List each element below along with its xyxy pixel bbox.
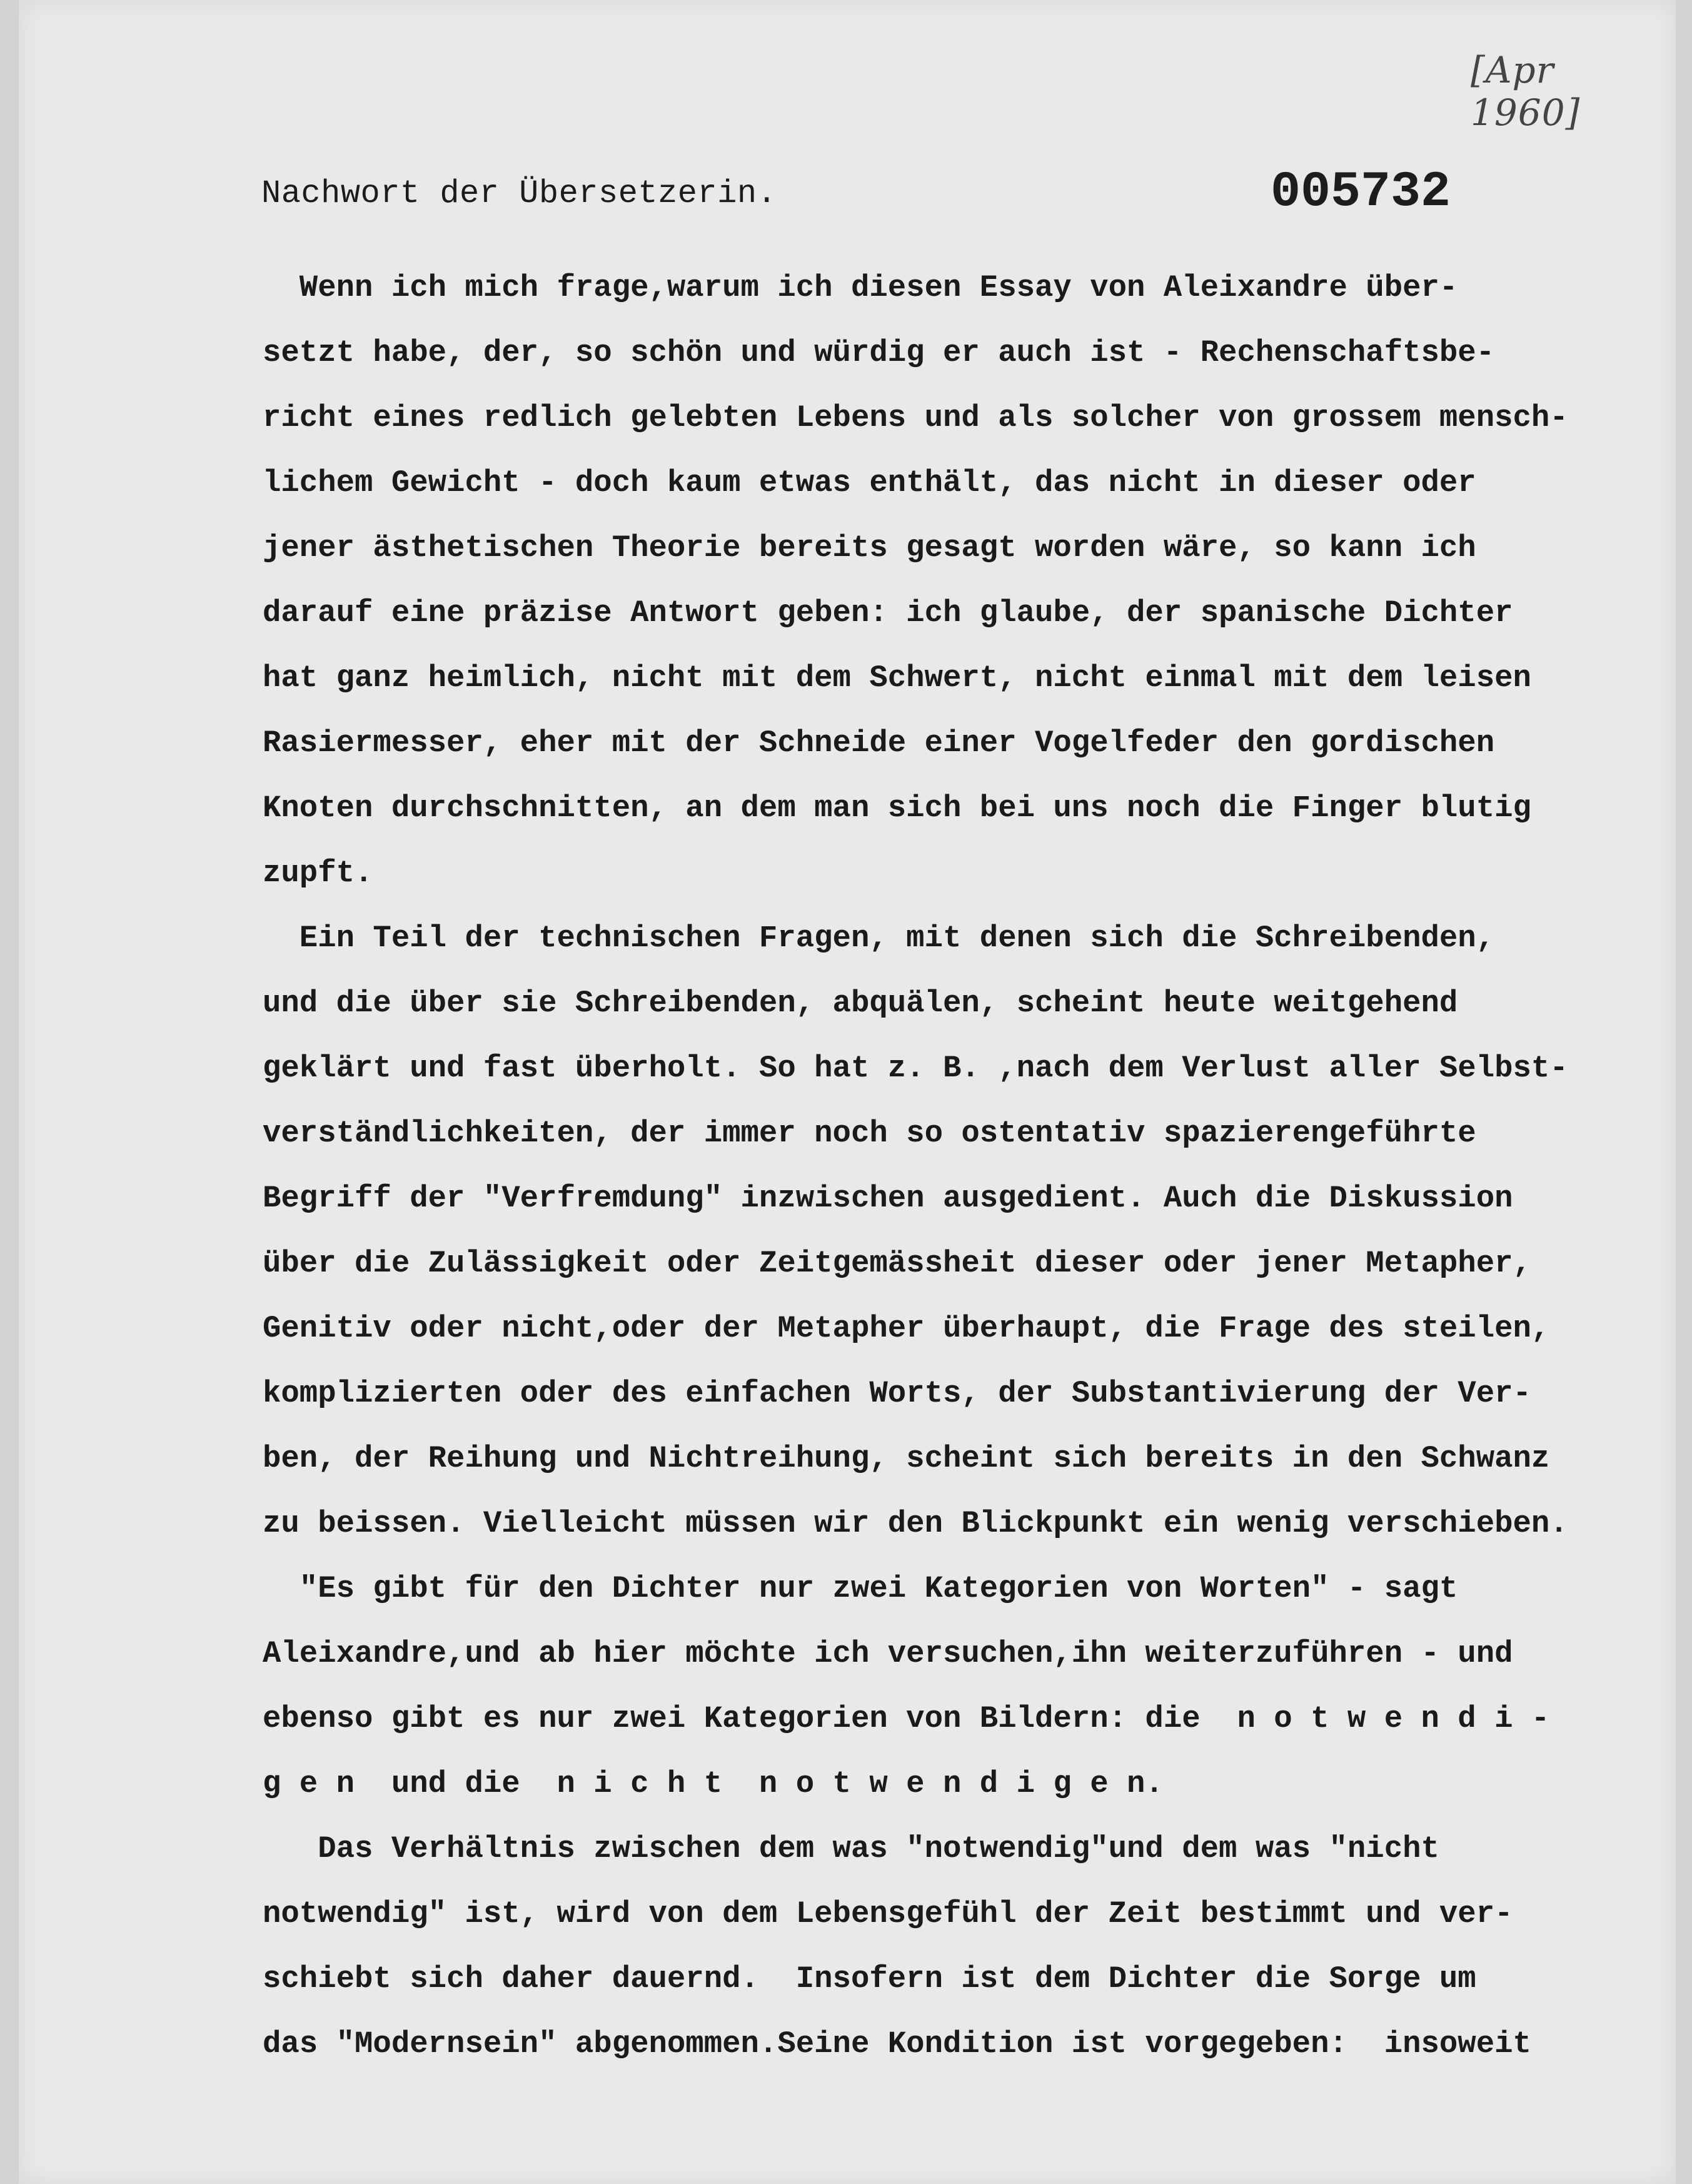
text-line: darauf eine präzise Antwort geben: ich glaube, der spanische Dichter — [263, 595, 1513, 630]
text-line: das "Modernsein" abgenommen.Seine Kondition ist vorgegeben: insoweit — [263, 2026, 1531, 2061]
text-line: jener ästhetischen Theorie bereits gesagt worden wäre, so kann ich — [263, 530, 1476, 565]
text-line: Ein Teil der technischen Fragen, mit denen sich die Schreibenden, — [263, 921, 1495, 956]
text-line: ben, der Reihung und Nichtreihung, scheint sich bereits in den Schwanz — [263, 1441, 1550, 1476]
text-line: schiebt sich daher dauernd. Insofern ist dem Dichter die Sorge um — [263, 1961, 1476, 1996]
text-line: Wenn ich mich frage,warum ich diesen Essay von Aleixandre über- — [263, 270, 1458, 305]
text-line: und die über sie Schreibenden, abquälen, scheint heute weitgehend — [263, 986, 1458, 1021]
handwritten-date-note: [Apr 1960] — [1471, 49, 1581, 134]
body-text — [263, 255, 1676, 2076]
text-line: g e n und die n i c h t n o t w e n d i g e n. — [263, 1766, 1164, 1801]
text-line: Aleixandre,und ab hier möchte ich versuchen,ihn weiterzuführen - und — [263, 1636, 1513, 1671]
text-line: Knoten durchschnitten, an dem man sich bei uns noch die Finger blutig — [263, 791, 1531, 826]
text-line: geklärt und fast überholt. So hat z. B. ,nach dem Verlust aller Selbst- — [263, 1051, 1568, 1086]
text-line: notwendig" ist, wird von dem Lebensgefühl der Zeit bestimmt und ver- — [263, 1896, 1513, 1931]
text-line: zupft. — [263, 856, 373, 891]
text-line: Das Verhältnis zwischen dem was "notwendig"und dem was "nicht — [263, 1831, 1439, 1866]
text-line: über die Zulässigkeit oder Zeitgemässheit dieser oder jener Metapher, — [263, 1246, 1531, 1281]
text-line: lichem Gewicht - doch kaum etwas enthält, das nicht in dieser oder — [263, 465, 1476, 500]
text-line: ebenso gibt es nur zwei Kategorien von Bildern: die n o t w e n d i - — [263, 1701, 1550, 1736]
text-line: komplizierten oder des einfachen Worts, der Substantivierung der Ver- — [263, 1376, 1531, 1411]
text-line: Begriff der "Verfremdung" inzwischen ausgedient. Auch die Diskussion — [263, 1181, 1513, 1216]
text-line: setzt habe, der, so schön und würdig er auch ist - Rechenschaftsbe- — [263, 335, 1495, 370]
typewritten-sheet — [19, 0, 1676, 2184]
document-number: 005732 — [1271, 164, 1451, 221]
text-line: Rasiermesser, eher mit der Schneide einer Vogelfeder den gordischen — [263, 725, 1495, 761]
document-heading: Nachwort der Übersetzerin. — [261, 175, 777, 212]
text-line: verständlichkeiten, der immer noch so ostentativ spazierengeführte — [263, 1116, 1476, 1151]
text-line: richt eines redlich gelebten Lebens und als solcher von grossem mensch- — [263, 400, 1568, 435]
text-line: zu beissen. Vielleicht müssen wir den Blickpunkt ein wenig verschieben. — [263, 1506, 1568, 1541]
text-line: "Es gibt für den Dichter nur zwei Kategorien von Worten" - sagt — [263, 1571, 1458, 1606]
text-line: hat ganz heimlich, nicht mit dem Schwert, nicht einmal mit dem leisen — [263, 660, 1531, 695]
text-line: Genitiv oder nicht,oder der Metapher überhaupt, die Frage des steilen, — [263, 1311, 1550, 1346]
